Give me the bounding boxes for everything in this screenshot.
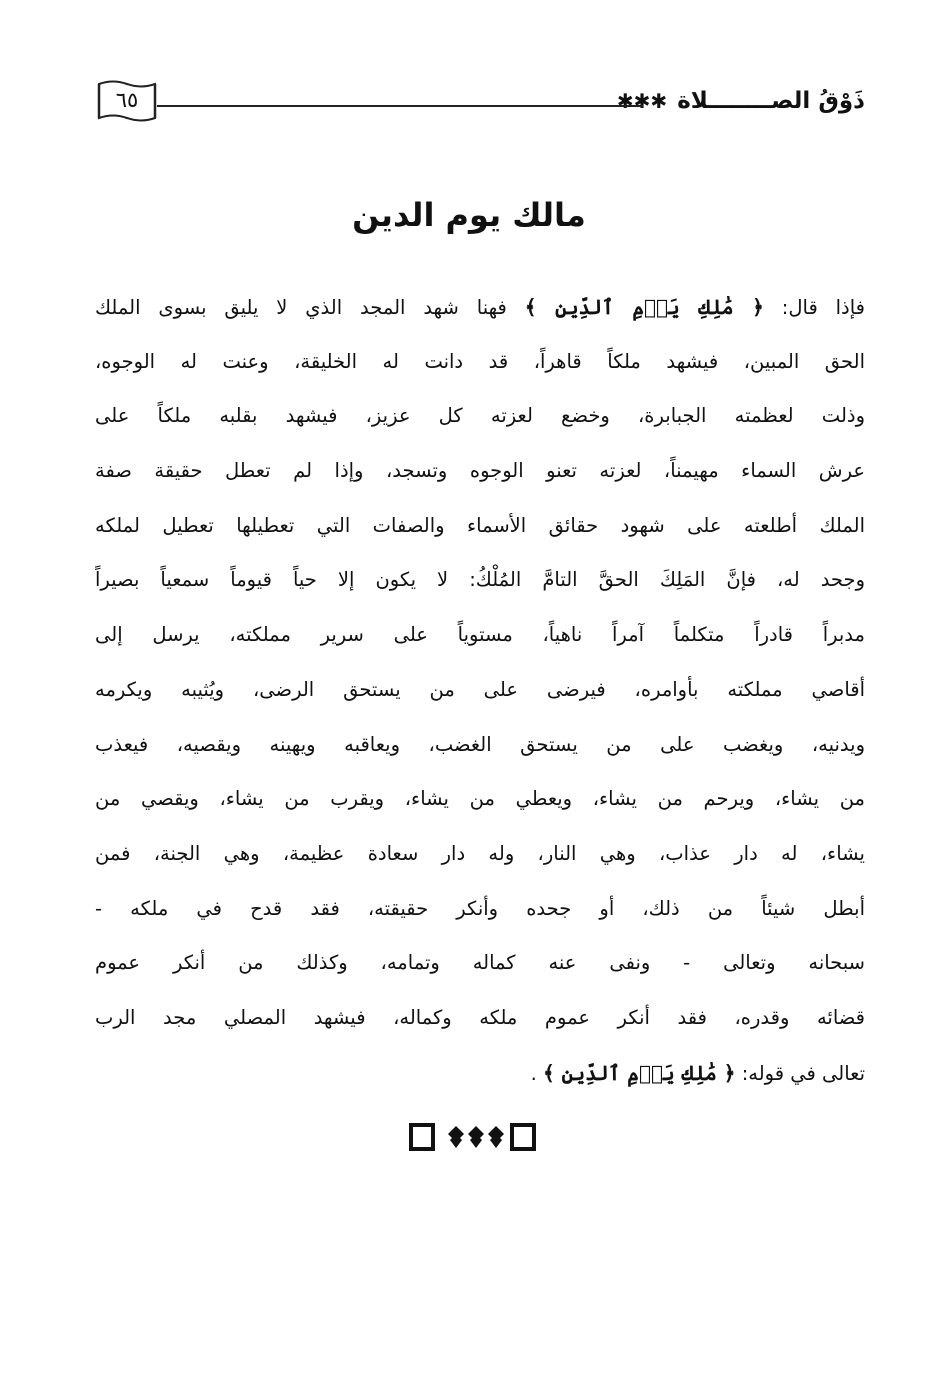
text-line [95,1046,865,1101]
section-title: مالك يوم الدين [352,196,586,234]
text-line: الملك أطلعته على شهود حقائق الأسماء والصفات التي تعطيلها تعطيل لملكه [95,513,865,537]
quran-verse: ﴿ مَٰلِكِ يَوۡمِ ٱلدِّينِ ﴾ [543,1060,736,1085]
page-number-box [95,78,159,124]
body-paragraph [95,280,865,1100]
running-title [617,88,865,114]
period: . [530,1061,537,1085]
text-line: عرش السماء مهيمناً، لعزته تعنو الوجوه وتسجد، وإذا لم تعطل حقيقة صفة [95,459,865,483]
text-line: من يشاء، ويرحم من يشاء، ويعطي من يشاء، ويقرب من يشاء، ويقصي من [95,787,865,811]
intro-text: تعالى في قوله: [741,1061,865,1085]
text-line: أبطل شيئاً من ذلك، أو جحده وأنكر حقيقته، فقد قدح في ملكه - [95,896,865,920]
running-title-text: ذَوْقُ الصــــــــلاة [677,88,865,114]
text-line [95,280,865,335]
page-header [95,78,865,126]
text-line: قضائه وقدره، فقد أنكر عموم ملكه وكماله، فيشهد المصلي مجد الرب [95,1005,865,1029]
text-line: ويدنيه، ويغضب على من يستحق الغضب، ويعاقبه ويهينه ويقصيه، فيعذب [95,732,865,756]
text-line: سبحانه وتعالى - ونفى عنه كماله وتمامه، وكذلك من أنكر عموم [95,951,865,975]
intro-text: فإذا قال: [781,296,865,319]
star-ornament-icon: ✱✱✱ [616,89,668,113]
text-line: أقاصي مملكته بأوامره، فيرضى على من يستحق الرضى، ويُثيبه ويكرمه [95,677,865,701]
text-line: مدبراً قادراً متكلماً آمراً ناهياً، مستوياً على سرير مملكته، يرسل إلى [95,623,865,647]
header-rule [157,105,643,107]
quran-verse: ﴿ مَٰلِكِ يَوۡمِ ٱلدِّينِ ﴾ [524,295,764,319]
section-end-ornament [0,1122,938,1152]
text-line: وجحد له، فإنَّ المَلِكَ الحقَّ التامَّ المُلْكُ: لا يكون إلا حياً قيوماً سمعياً بصيراً [95,568,865,592]
page-number: ٦٥ [115,88,139,112]
text-line: الحق المبين، فيشهد ملكاً قاهراً، قد دانت له الخليقة، وعنت له الوجوه، [95,349,865,373]
text-line: وذلت لعظمته الجبابرة، وخضع لعزته كل عزيز، فيشهد بقلبه ملكاً على [95,404,865,428]
ornament-icon [0,1122,938,1152]
text-line: يشاء، له دار عذاب، وهي النار، وله دار سعادة عظيمة، وهي الجنة، فمن [95,841,865,865]
line-text: فهنا شهد المجد الذي لا يليق بسوى الملك [95,296,507,319]
